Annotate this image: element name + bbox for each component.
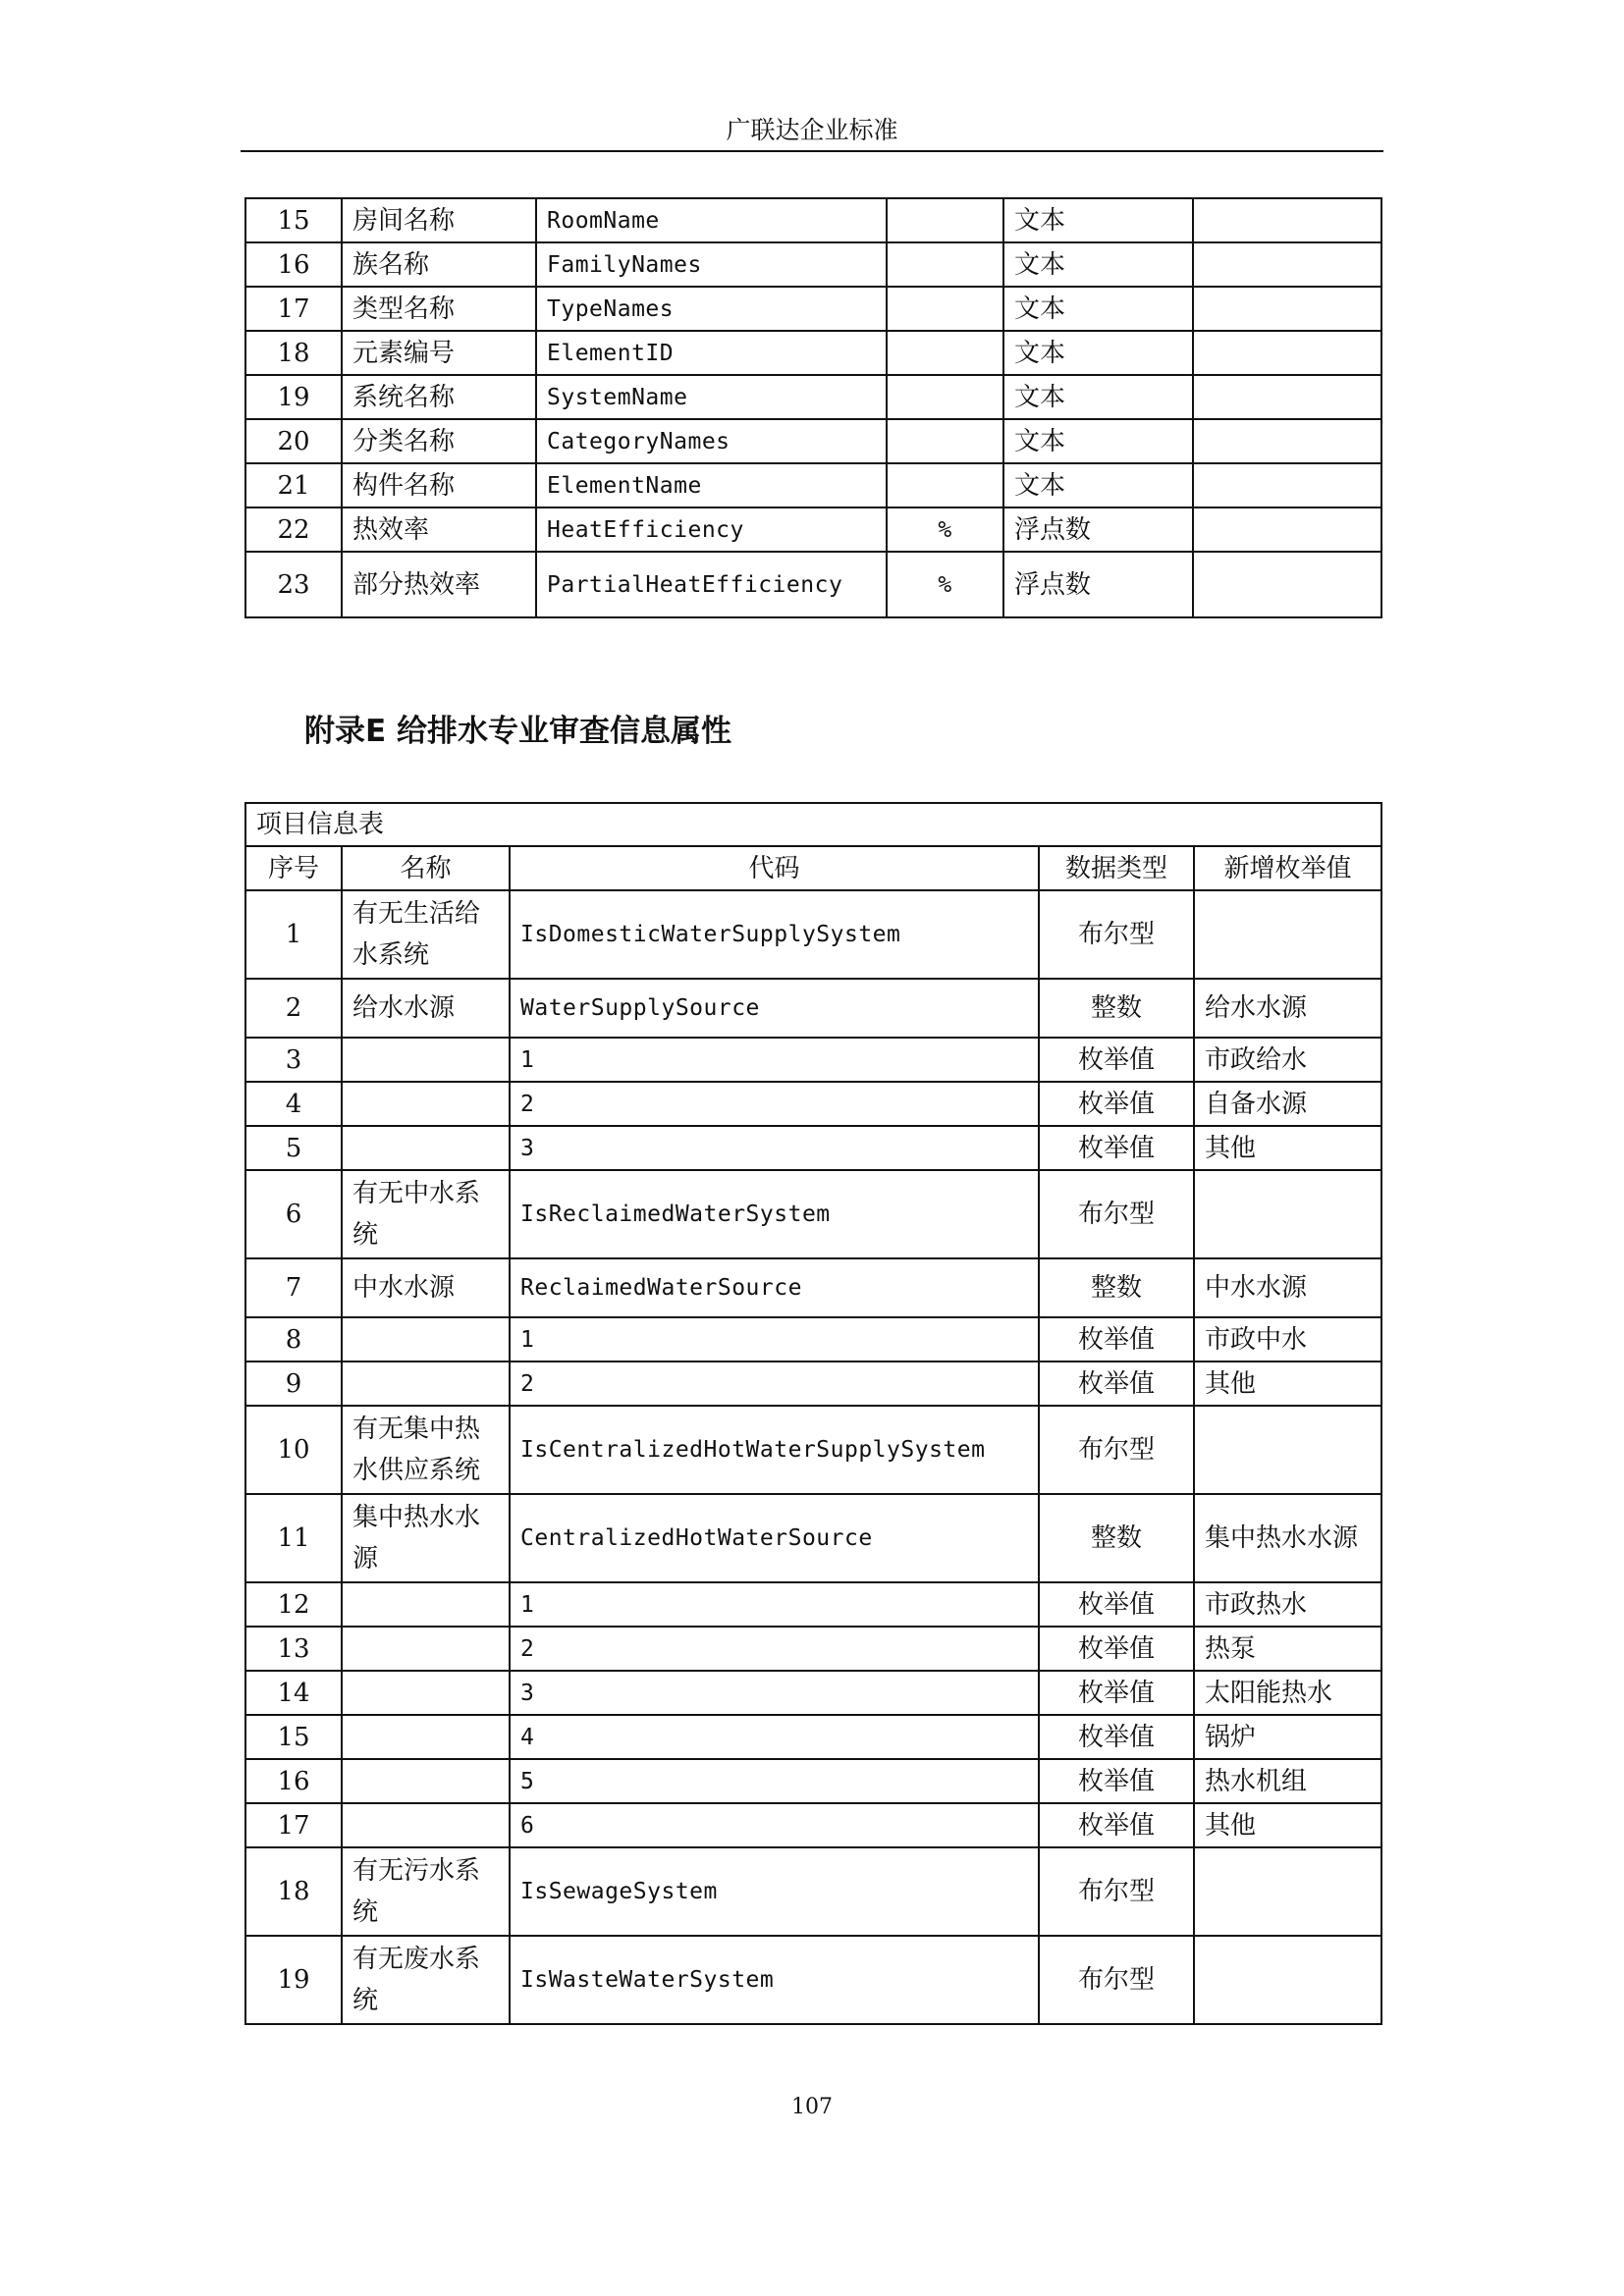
- cell-code: 3: [510, 1126, 1039, 1170]
- cell-name: 有无集中热水供应系统: [342, 1406, 510, 1494]
- cell-type: 文本: [1003, 419, 1193, 463]
- cell-no: 12: [245, 1582, 342, 1627]
- cell-code: PartialHeatEfficiency: [536, 552, 887, 617]
- cell-enum: 市政热水: [1194, 1582, 1381, 1627]
- cell-extra: [1193, 375, 1381, 419]
- cell-code: 6: [510, 1803, 1039, 1847]
- cell-type: 枚举值: [1039, 1627, 1194, 1671]
- cell-no: 15: [245, 1715, 342, 1759]
- table-row: [245, 1671, 1381, 1715]
- cell-unit: %: [887, 552, 1003, 617]
- cell-unit: [887, 375, 1003, 419]
- cell-type: 布尔型: [1039, 1936, 1194, 2024]
- cell-unit: [887, 419, 1003, 463]
- cell-code: 5: [510, 1759, 1039, 1803]
- table-row: [245, 1038, 1381, 1082]
- cell-no: 6: [245, 1170, 342, 1258]
- cell-no: 15: [245, 198, 342, 242]
- table-row: [245, 463, 1381, 507]
- header-no: 序号: [245, 846, 342, 890]
- table-row: [245, 979, 1381, 1038]
- cell-type: 整数: [1039, 1494, 1194, 1582]
- cell-type: 布尔型: [1039, 1170, 1194, 1258]
- cell-code: 2: [510, 1362, 1039, 1406]
- header-rule: [241, 150, 1383, 152]
- cell-enum: 锅炉: [1194, 1715, 1381, 1759]
- cell-type: 枚举值: [1039, 1082, 1194, 1126]
- cell-type: 文本: [1003, 463, 1193, 507]
- cell-enum: 市政中水: [1194, 1317, 1381, 1362]
- cell-extra: [1193, 463, 1381, 507]
- cell-code: CategoryNames: [536, 419, 887, 463]
- cell-enum: [1194, 890, 1381, 979]
- table-row: [245, 1362, 1381, 1406]
- cell-no: 9: [245, 1362, 342, 1406]
- cell-unit: [887, 463, 1003, 507]
- cell-enum: 其他: [1194, 1362, 1381, 1406]
- cell-code: FamilyNames: [536, 242, 887, 287]
- cell-code: IsReclaimedWaterSystem: [510, 1170, 1039, 1258]
- cell-name: [342, 1671, 510, 1715]
- cell-name: 有无中水系统: [342, 1170, 510, 1258]
- table-row: [245, 1494, 1381, 1582]
- cell-type: 文本: [1003, 331, 1193, 375]
- cell-code: IsWasteWaterSystem: [510, 1936, 1039, 2024]
- cell-no: 4: [245, 1082, 342, 1126]
- cell-name: [342, 1126, 510, 1170]
- cell-code: 2: [510, 1627, 1039, 1671]
- table-row: [245, 331, 1381, 375]
- cell-type: 布尔型: [1039, 890, 1194, 979]
- table-row: [245, 419, 1381, 463]
- header-name: 名称: [342, 846, 510, 890]
- cell-unit: [887, 287, 1003, 331]
- cell-unit: [887, 242, 1003, 287]
- cell-code: 3: [510, 1671, 1039, 1715]
- cell-code: IsSewageSystem: [510, 1847, 1039, 1936]
- cell-extra: [1193, 331, 1381, 375]
- cell-name: [342, 1038, 510, 1082]
- cell-enum: 自备水源: [1194, 1082, 1381, 1126]
- cell-no: 21: [245, 463, 342, 507]
- cell-no: 18: [245, 1847, 342, 1936]
- cell-unit: [887, 331, 1003, 375]
- page-number: 107: [791, 2095, 833, 2119]
- cell-type: 枚举值: [1039, 1038, 1194, 1082]
- table-row: [245, 1582, 1381, 1627]
- cell-no: 7: [245, 1258, 342, 1317]
- table-row: [245, 198, 1381, 242]
- cell-enum: 其他: [1194, 1126, 1381, 1170]
- header-enum: 新增枚举值: [1194, 846, 1381, 890]
- cell-name: [342, 1082, 510, 1126]
- cell-type: 枚举值: [1039, 1715, 1194, 1759]
- cell-name: 部分热效率: [342, 552, 536, 617]
- cell-enum: [1194, 1406, 1381, 1494]
- cell-name: [342, 1627, 510, 1671]
- cell-code: HeatEfficiency: [536, 507, 887, 552]
- cell-enum: 中水水源: [1194, 1258, 1381, 1317]
- cell-code: ElementName: [536, 463, 887, 507]
- cell-code: ReclaimedWaterSource: [510, 1258, 1039, 1317]
- cell-no: 8: [245, 1317, 342, 1362]
- cell-name: [342, 1582, 510, 1627]
- cell-enum: 给水水源: [1194, 979, 1381, 1038]
- cell-no: 23: [245, 552, 342, 617]
- cell-enum: [1194, 1936, 1381, 2024]
- cell-type: 文本: [1003, 287, 1193, 331]
- cell-code: 1: [510, 1038, 1039, 1082]
- cell-no: 18: [245, 331, 342, 375]
- table-row: [245, 1627, 1381, 1671]
- cell-name: 有无污水系统: [342, 1847, 510, 1936]
- cell-name: 类型名称: [342, 287, 536, 331]
- cell-no: 16: [245, 1759, 342, 1803]
- cell-extra: [1193, 507, 1381, 552]
- cell-extra: [1193, 242, 1381, 287]
- cell-name: [342, 1362, 510, 1406]
- cell-code: ElementID: [536, 331, 887, 375]
- cell-code: WaterSupplySource: [510, 979, 1039, 1038]
- cell-type: 文本: [1003, 375, 1193, 419]
- cell-no: 17: [245, 287, 342, 331]
- cell-type: 枚举值: [1039, 1671, 1194, 1715]
- cell-code: SystemName: [536, 375, 887, 419]
- cell-type: 浮点数: [1003, 507, 1193, 552]
- cell-code: IsCentralizedHotWaterSupplySystem: [510, 1406, 1039, 1494]
- cell-type: 文本: [1003, 198, 1193, 242]
- cell-no: 17: [245, 1803, 342, 1847]
- cell-enum: 集中热水水源: [1194, 1494, 1381, 1582]
- cell-enum: [1194, 1847, 1381, 1936]
- cell-unit: [887, 198, 1003, 242]
- cell-name: 房间名称: [342, 198, 536, 242]
- table-row: [245, 375, 1381, 419]
- table-caption-row: [245, 803, 1381, 846]
- cell-extra: [1193, 419, 1381, 463]
- cell-no: 3: [245, 1038, 342, 1082]
- cell-code: IsDomesticWaterSupplySystem: [510, 890, 1039, 979]
- table-caption: 项目信息表: [245, 803, 1381, 846]
- table-row: [245, 1406, 1381, 1494]
- cell-name: 系统名称: [342, 375, 536, 419]
- cell-enum: 其他: [1194, 1803, 1381, 1847]
- cell-name: 有无废水系统: [342, 1936, 510, 2024]
- cell-type: 整数: [1039, 979, 1194, 1038]
- cell-code: CentralizedHotWaterSource: [510, 1494, 1039, 1582]
- cell-type: 浮点数: [1003, 552, 1193, 617]
- attribute-table-body: [245, 198, 1381, 617]
- cell-type: 枚举值: [1039, 1803, 1194, 1847]
- table-row: [245, 552, 1381, 617]
- table-row: [245, 1759, 1381, 1803]
- cell-no: 19: [245, 1936, 342, 2024]
- cell-code: TypeNames: [536, 287, 887, 331]
- cell-enum: 热水机组: [1194, 1759, 1381, 1803]
- cell-no: 5: [245, 1126, 342, 1170]
- cell-name: 分类名称: [342, 419, 536, 463]
- cell-enum: [1194, 1170, 1381, 1258]
- table-row: [245, 1317, 1381, 1362]
- table-row: [245, 1258, 1381, 1317]
- cell-code: 2: [510, 1082, 1039, 1126]
- section-heading: 附录E 给排水专业审查信息属性: [304, 714, 731, 749]
- cell-unit: %: [887, 507, 1003, 552]
- cell-code: 1: [510, 1317, 1039, 1362]
- cell-no: 16: [245, 242, 342, 287]
- project-info-table: [244, 802, 1382, 2025]
- table-row: [245, 1847, 1381, 1936]
- cell-no: 1: [245, 890, 342, 979]
- table-row: [245, 287, 1381, 331]
- cell-type: 枚举值: [1039, 1126, 1194, 1170]
- cell-type: 枚举值: [1039, 1362, 1194, 1406]
- table-row: [245, 242, 1381, 287]
- cell-name: [342, 1759, 510, 1803]
- table-row: [245, 1126, 1381, 1170]
- cell-no: 14: [245, 1671, 342, 1715]
- cell-type: 布尔型: [1039, 1847, 1194, 1936]
- cell-name: 中水水源: [342, 1258, 510, 1317]
- cell-no: 13: [245, 1627, 342, 1671]
- table-row: [245, 1170, 1381, 1258]
- table-row: [245, 1082, 1381, 1126]
- cell-type: 文本: [1003, 242, 1193, 287]
- header-code: 代码: [510, 846, 1039, 890]
- cell-type: 枚举值: [1039, 1317, 1194, 1362]
- cell-name: [342, 1715, 510, 1759]
- cell-code: RoomName: [536, 198, 887, 242]
- cell-enum: 太阳能热水: [1194, 1671, 1381, 1715]
- cell-enum: 热泵: [1194, 1627, 1381, 1671]
- cell-name: [342, 1803, 510, 1847]
- cell-enum: 市政给水: [1194, 1038, 1381, 1082]
- table-row: [245, 1803, 1381, 1847]
- cell-type: 布尔型: [1039, 1406, 1194, 1494]
- page-header-title: 广联达企业标准: [726, 116, 898, 144]
- cell-name: 集中热水水源: [342, 1494, 510, 1582]
- cell-extra: [1193, 552, 1381, 617]
- table-row: [245, 1936, 1381, 2024]
- table-row: [245, 1715, 1381, 1759]
- cell-no: 20: [245, 419, 342, 463]
- cell-code: 4: [510, 1715, 1039, 1759]
- cell-extra: [1193, 198, 1381, 242]
- cell-type: 枚举值: [1039, 1759, 1194, 1803]
- cell-no: 11: [245, 1494, 342, 1582]
- cell-no: 19: [245, 375, 342, 419]
- cell-name: 族名称: [342, 242, 536, 287]
- cell-name: [342, 1317, 510, 1362]
- table-header-row: [245, 846, 1381, 890]
- cell-name: 元素编号: [342, 331, 536, 375]
- cell-name: 构件名称: [342, 463, 536, 507]
- cell-no: 22: [245, 507, 342, 552]
- attribute-table-continued: [244, 197, 1382, 618]
- cell-no: 10: [245, 1406, 342, 1494]
- cell-no: 2: [245, 979, 342, 1038]
- cell-name: 有无生活给水系统: [342, 890, 510, 979]
- header-type: 数据类型: [1039, 846, 1194, 890]
- cell-extra: [1193, 287, 1381, 331]
- cell-type: 整数: [1039, 1258, 1194, 1317]
- cell-code: 1: [510, 1582, 1039, 1627]
- cell-type: 枚举值: [1039, 1582, 1194, 1627]
- table-row: [245, 507, 1381, 552]
- cell-name: 给水水源: [342, 979, 510, 1038]
- table-row: [245, 890, 1381, 979]
- cell-name: 热效率: [342, 507, 536, 552]
